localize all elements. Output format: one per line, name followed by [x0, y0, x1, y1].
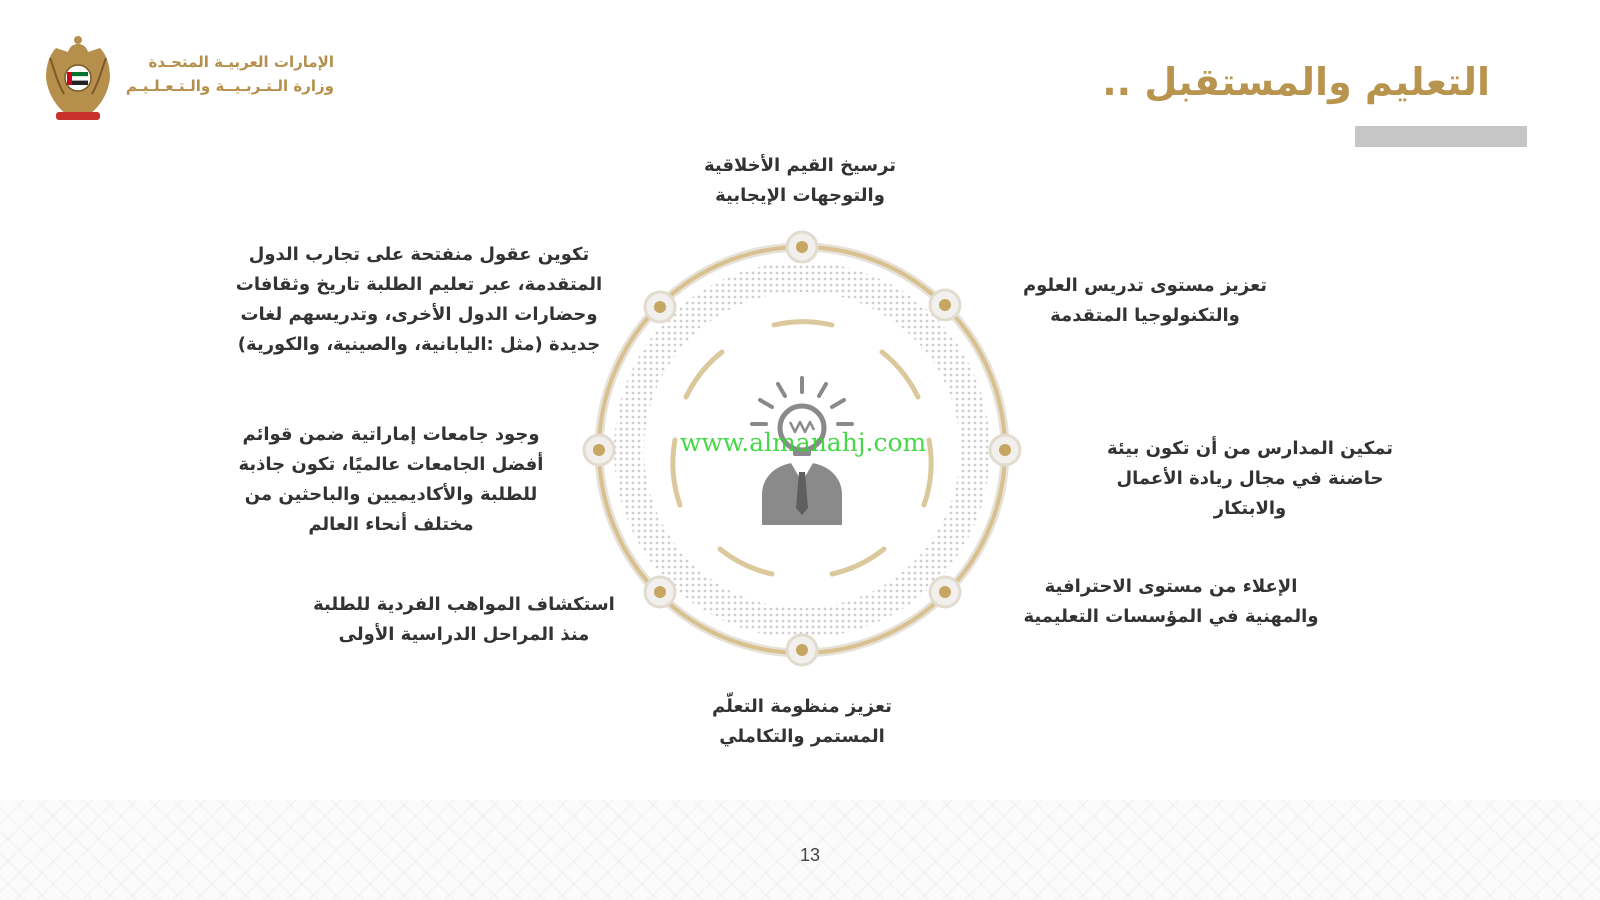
page-number: 13: [800, 845, 821, 865]
item-bottom: تعزيز منظومة التعلّم المستمر والتكاملي: [712, 696, 892, 747]
node-upper-right: [930, 290, 960, 320]
node-top: [787, 232, 817, 262]
item-lower-right: الإعلاء من مستوى الاحترافية والمهنية في المؤسسات التعليمية: [1023, 576, 1319, 627]
org-line-2: وزارة الـتـربـيــة والـتـعـلـيـم: [125, 77, 334, 95]
node-right: [990, 435, 1020, 465]
item-top: ترسيخ القيم الأخلاقية والتوجهات الإيجابية: [703, 155, 897, 206]
item-lower-left: استكشاف المواهب الفردية للطلبة منذ المراحل الدراسية الأولى: [313, 594, 615, 645]
node-bottom: [787, 635, 817, 665]
org-line-1: الإمارات العربيـة المتحـدة: [148, 53, 334, 71]
item-upper-left: تكوين عقول منفتحة على تجارب الدول المتقدمة، عبر تعليم الطلبة تاريخ وثقافات وحضارات الدول الأخرى، وتدريسهم لغات جديدة (مثل :اليابانية، والصينية، والكورية): [235, 244, 603, 355]
watermark: www.almanahj.com: [680, 428, 927, 457]
item-left: وجود جامعات إماراتية ضمن قوائم أفضل الجامعات عالميًا، تكون جاذبة للطلبة والأكاديميين والباحثين من مختلف أنحاء العالم: [238, 424, 544, 535]
item-right: تمكين المدارس من أن تكون بيئة حاضنة في مجال ريادة الأعمال والابتكار: [1106, 438, 1394, 519]
node-lower-left: [645, 577, 675, 607]
node-left: [584, 435, 614, 465]
item-upper-right: تعزيز مستوى تدريس العلوم والتكنولوجيا المتقدمة: [1022, 275, 1268, 326]
node-lower-right: [930, 577, 960, 607]
node-upper-left: [645, 292, 675, 322]
page-title: التعليم والمستقبل ..: [1102, 60, 1490, 104]
